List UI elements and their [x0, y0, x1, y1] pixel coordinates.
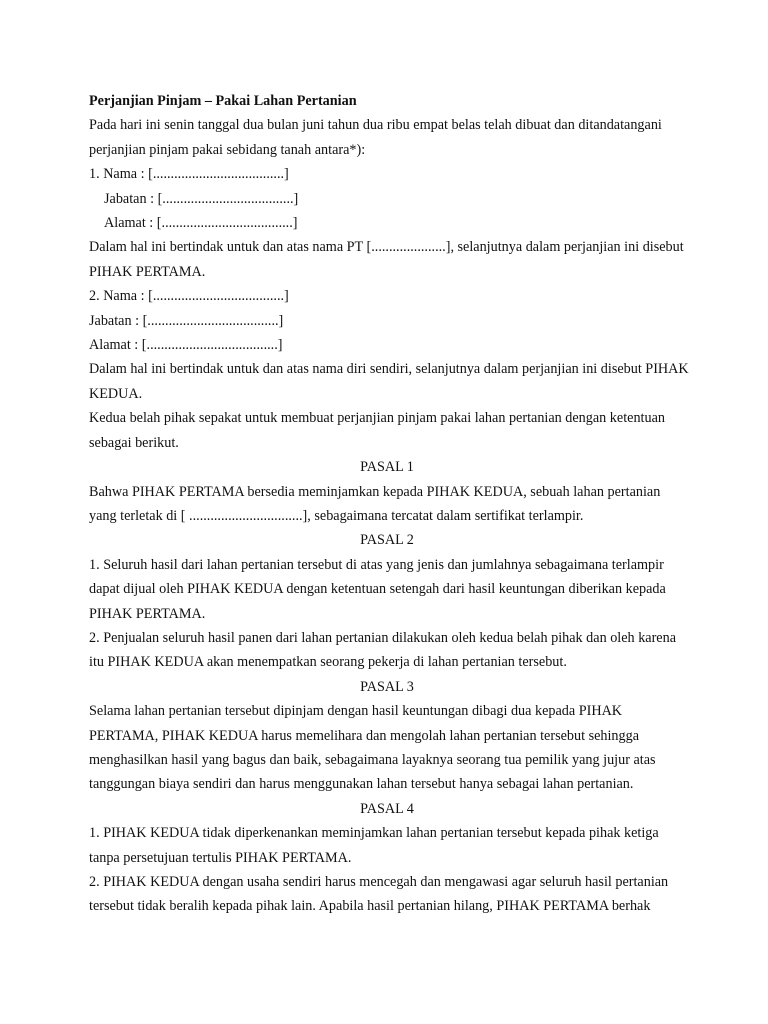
document-title: Perjanjian Pinjam – Pakai Lahan Pertanian [89, 93, 357, 109]
party-two-statement: KEDUA. [89, 385, 143, 402]
party-one-statement: Dalam hal ini bertindak untuk dan atas nama PT [.....................], selanjutnya dalam perjanjian ini disebut [89, 239, 684, 256]
article-text-line: PERTAMA, PIHAK KEDUA harus memelihara dan mengolah lahan pertanian tersebut sehingga [89, 727, 640, 744]
party-two-name: 2. Nama : [.....................................] [89, 288, 289, 305]
article-text-line: 2. PIHAK KEDUA dengan usaha sendiri harus mencegah dan mengawasi agar seluruh hasil pertanian [89, 874, 669, 890]
article-text-line: Selama lahan pertanian tersebut dipinjam dengan hasil keuntungan dibagi dua kepada PIHAK [89, 703, 623, 720]
agreement-intro: sebagai berikut. [89, 434, 179, 451]
document-body [89, 89, 689, 919]
opening-paragraph-line: perjanjian pinjam pakai sebidang tanah antara*): [89, 141, 366, 158]
opening-paragraph-line: Pada hari ini senin tanggal dua bulan juni tahun dua ribu empat belas telah dibuat dan ditandatangani [89, 117, 662, 134]
article-heading: PASAL 1 [360, 459, 414, 476]
article-heading: PASAL 2 [360, 532, 414, 549]
article-text-line: tanggungan biaya sendiri dan harus menggunakan lahan tersebut hanya sebagai lahan pertanian. [89, 776, 634, 793]
party-two-address: Alamat : [.....................................] [89, 337, 283, 354]
article-text-line: Bahwa PIHAK PERTAMA bersedia meminjamkan kepada PIHAK KEDUA, sebuah lahan pertanian [89, 483, 661, 500]
article-text-line: dapat dijual oleh PIHAK KEDUA dengan ketentuan setengah dari hasil keuntungan diberikan kepada [89, 581, 666, 598]
party-one-statement: PIHAK PERTAMA. [89, 263, 206, 280]
article-text-line: 1. Seluruh hasil dari lahan pertanian tersebut di atas yang jenis dan jumlahnya sebagaimana terlampir [89, 556, 664, 573]
article-text-line: menghasilkan hasil yang bagus dan baik, sebagaimana layaknya seorang tua pemilik yang jujur atas [89, 751, 656, 768]
party-two-statement: Dalam hal ini bertindak untuk dan atas nama diri sendiri, selanjutnya dalam perjanjian ini disebut PIHAK [89, 361, 689, 378]
article-heading: PASAL 3 [360, 678, 414, 695]
party-one-position: Jabatan : [.....................................] [104, 190, 299, 207]
party-one-address: Alamat : [.....................................] [104, 215, 298, 232]
party-two-position: Jabatan : [.....................................] [89, 312, 284, 329]
agreement-intro: Kedua belah pihak sepakat untuk membuat perjanjian pinjam pakai lahan pertanian dengan ketentuan [89, 410, 665, 427]
article-text-line: tanpa persetujuan tertulis PIHAK PERTAMA. [89, 849, 352, 866]
party-one-name: 1. Nama : [.....................................] [89, 166, 289, 183]
article-heading: PASAL 4 [360, 800, 414, 817]
article-text-line: tersebut tidak beralih kepada pihak lain. Apabila hasil pertanian hilang, PIHAK PERTAMA berhak [89, 898, 651, 915]
article-text-line: 1. PIHAK KEDUA tidak diperkenankan meminjamkan lahan pertanian tersebut kepada pihak ketiga [89, 825, 659, 842]
article-text-line: PIHAK PERTAMA. [89, 605, 206, 622]
article-text-line: 2. Penjualan seluruh hasil panen dari lahan pertanian dilakukan oleh kedua belah pihak dan oleh karena [89, 629, 676, 646]
article-text-line: itu PIHAK KEDUA akan menempatkan seorang pekerja di lahan pertanian tersebut. [89, 654, 567, 671]
article-text-line: yang terletak di [ ................................], sebagaimana tercatat dalam sertifikat terlampir. [89, 507, 584, 524]
